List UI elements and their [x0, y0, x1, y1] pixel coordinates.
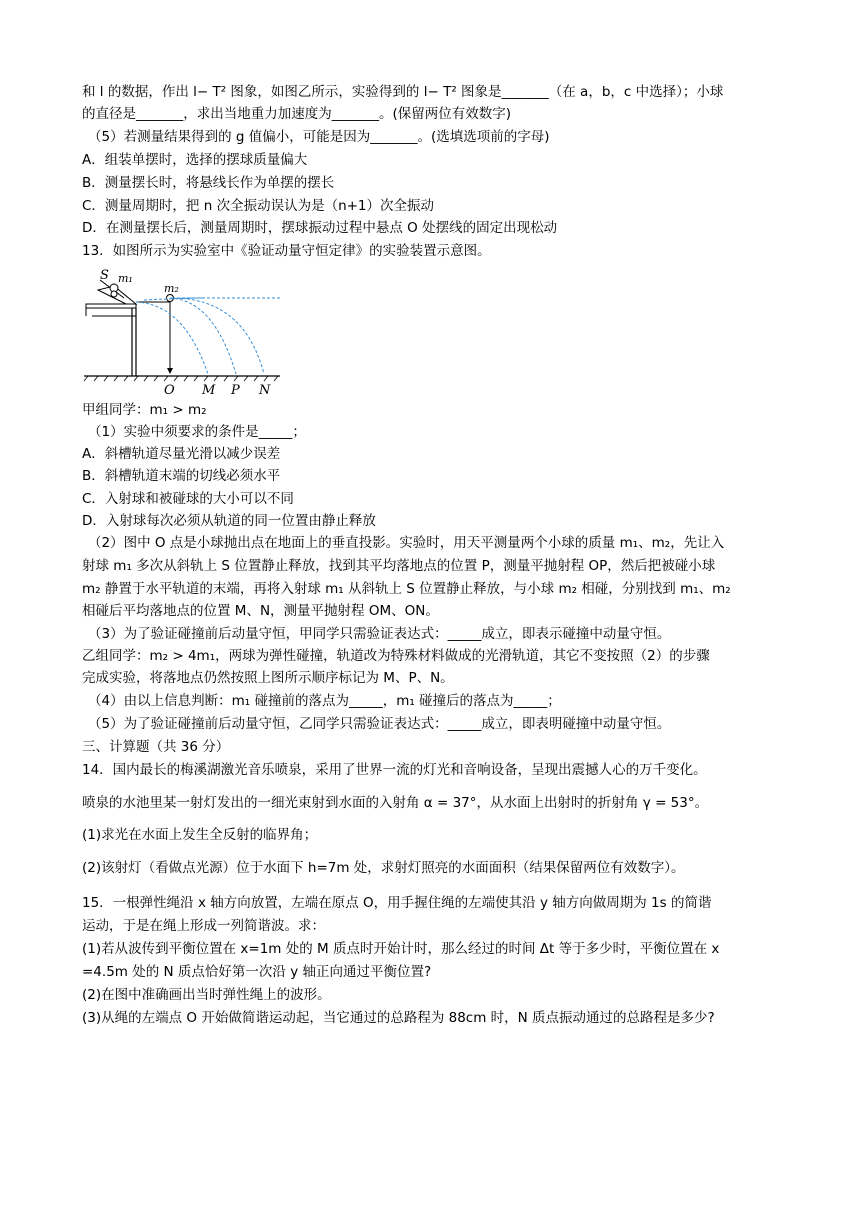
q13-group-a: 甲组同学：m₁ > m₂: [82, 402, 207, 418]
q14-line-1: 14．国内最长的梅溪湖激光音乐喷泉，采用了世界一流的灯光和音响设备，呈现出震撼人心的万千变化。: [82, 762, 707, 778]
trajectory-n: [172, 298, 264, 374]
q15-sub-2: (2)在图中准确画出当时弹性绳上的波形。: [82, 987, 331, 1003]
q13-part5: （5）为了验证碰撞前后动量守恒，乙同学只需验证表达式：_____成立，即表明碰撞中动量守恒。: [88, 716, 671, 732]
section-3-heading: 三、计算题（共 36 分）: [82, 739, 230, 755]
q12-text-line-1: 和 l 的数据，作出 l− T² 图象，如图乙所示，实验得到的 l− T² 图象是_______（在 a，b，c 中选择）；小球: [82, 84, 724, 100]
trajectory-p: [170, 298, 236, 374]
q13-part2-line-4: 相碰后平均落地点的位置 M、N，测量平抛射程 OM、ON。: [82, 603, 439, 619]
q15-sub-1-line-1: (1)若从波传到平衡位置在 x=1m 处的 M 质点时开始计时，那么经过的时间 Δt 等于多少时，平衡位置在 x: [82, 941, 720, 957]
q14-sub-1: (1)求光在水面上发生全反射的临界角；: [82, 827, 318, 843]
q12-option-d: D．在测量摆长后，测量周期时，摆球振动过程中悬点 O 处摆线的固定出现松动: [82, 220, 558, 236]
label-o: O: [164, 383, 175, 398]
q12-option-a: A．组装单摆时，选择的摆球质量偏大: [82, 152, 308, 168]
q13-group-b-line-1: 乙组同学：m₂ > 4m₁，两球为弹性碰撞，轨道改为特殊材料做成的光滑轨道，其它不变按照（2）的步骤: [82, 648, 710, 664]
q13-part4: （4）由以上信息判断：m₁ 碰撞前的落点为_____，m₁ 碰撞后的落点为_____；: [88, 693, 561, 709]
ground-hatch: [84, 376, 278, 381]
trajectory-m: [136, 302, 208, 374]
q13-option-d: D．入射球每次必须从轨道的同一位置由静止释放: [82, 513, 376, 529]
q15-line-1: 15．一根弹性绳沿 x 轴方向放置，左端在原点 O，用手握住绳的左端使其沿 y 轴方向做周期为 1s 的简谐: [82, 895, 712, 911]
label-m2: m₂: [164, 282, 179, 295]
q13-part2-line-1: （2）图中 O 点是小球抛出点在地面上的垂直投影。实验时，用天平测量两个小球的质量 m₁、m₂，先让入: [88, 535, 725, 551]
label-n: N: [259, 383, 271, 398]
plumb-arrow: [167, 368, 173, 374]
q15-sub-1-line-2: =4.5m 处的 N 质点恰好第一次沿 y 轴正向通过平衡位置?: [82, 964, 432, 980]
ball-m1-shadow: [111, 291, 117, 297]
label-m1: m₁: [118, 272, 133, 285]
q15-sub-3: (3)从绳的左端点 O 开始做简谐运动起，当它通过的总路程为 88cm 时，N 质点振动通过的总路程是多少?: [82, 1010, 715, 1026]
table-top: [86, 304, 136, 308]
q12-part5: （5）若测量结果得到的 g 值偏小，可能是因为_______。(选填选项前的字母): [88, 129, 550, 145]
label-p: P: [231, 383, 240, 398]
q13-option-a: A．斜槽轨道尽量光滑以减少误差: [82, 446, 281, 462]
q12-option-c: C．测量周期时，把 n 次全振动误认为是（n+1）次全振动: [82, 198, 435, 214]
q13-part2-line-3: m₂ 静置于水平轨道的末端，再将入射球 m₁ 从斜轨上 S 位置静止释放，与小球 m₂ 相碰，分别找到 m₁、m₂: [82, 581, 731, 597]
q13-part2-line-2: 射球 m₁ 多次从斜轨上 S 位置静止释放，找到其平均落地点的位置 P，测量平抛射程 OP，然后把被碰小球: [82, 558, 716, 574]
q13-part1: （1）实验中须要求的条件是_____；: [88, 424, 306, 440]
label-s: S: [100, 268, 109, 283]
q15-line-2: 运动，于是在绳上形成一列简谐波。求：: [82, 918, 325, 934]
q14-line-2: 喷泉的水池里某一射灯发出的一细光束射到水面的入射角 α = 37°，从水面上出射时的折射角 γ = 53°。: [82, 795, 709, 811]
q13-option-b: B．斜槽轨道末端的切线必须水平: [82, 468, 281, 484]
q12-text-line-2: 的直径是_______，求出当地重力加速度为_______。(保留两位有效数字): [82, 106, 512, 122]
q13-part3: （3）为了验证碰撞前后动量守恒，甲同学只需验证表达式：_____成立，即表示碰撞中动量守恒。: [88, 626, 671, 642]
q14-sub-2: (2)该射灯（看做点光源）位于水面下 h=7m 处，求射灯照亮的水面面积（结果保留两位有效数字）。: [82, 860, 685, 876]
q13-group-b-line-2: 完成实验，将落地点仍然按照上图所示顺序标记为 M、P、N。: [82, 670, 454, 686]
label-m: M: [202, 383, 216, 398]
q13-title: 13．如图所示为实验室中《验证动量守恒定律》的实验装置示意图。: [82, 243, 491, 259]
q12-option-b: B．测量摆长时，将悬线长作为单摆的摆长: [82, 175, 335, 191]
q13-option-c: C．入射球和被碰球的大小可以不同: [82, 491, 294, 507]
collision-apparatus-figure: [84, 268, 284, 400]
apparatus-diagram: [84, 268, 284, 400]
